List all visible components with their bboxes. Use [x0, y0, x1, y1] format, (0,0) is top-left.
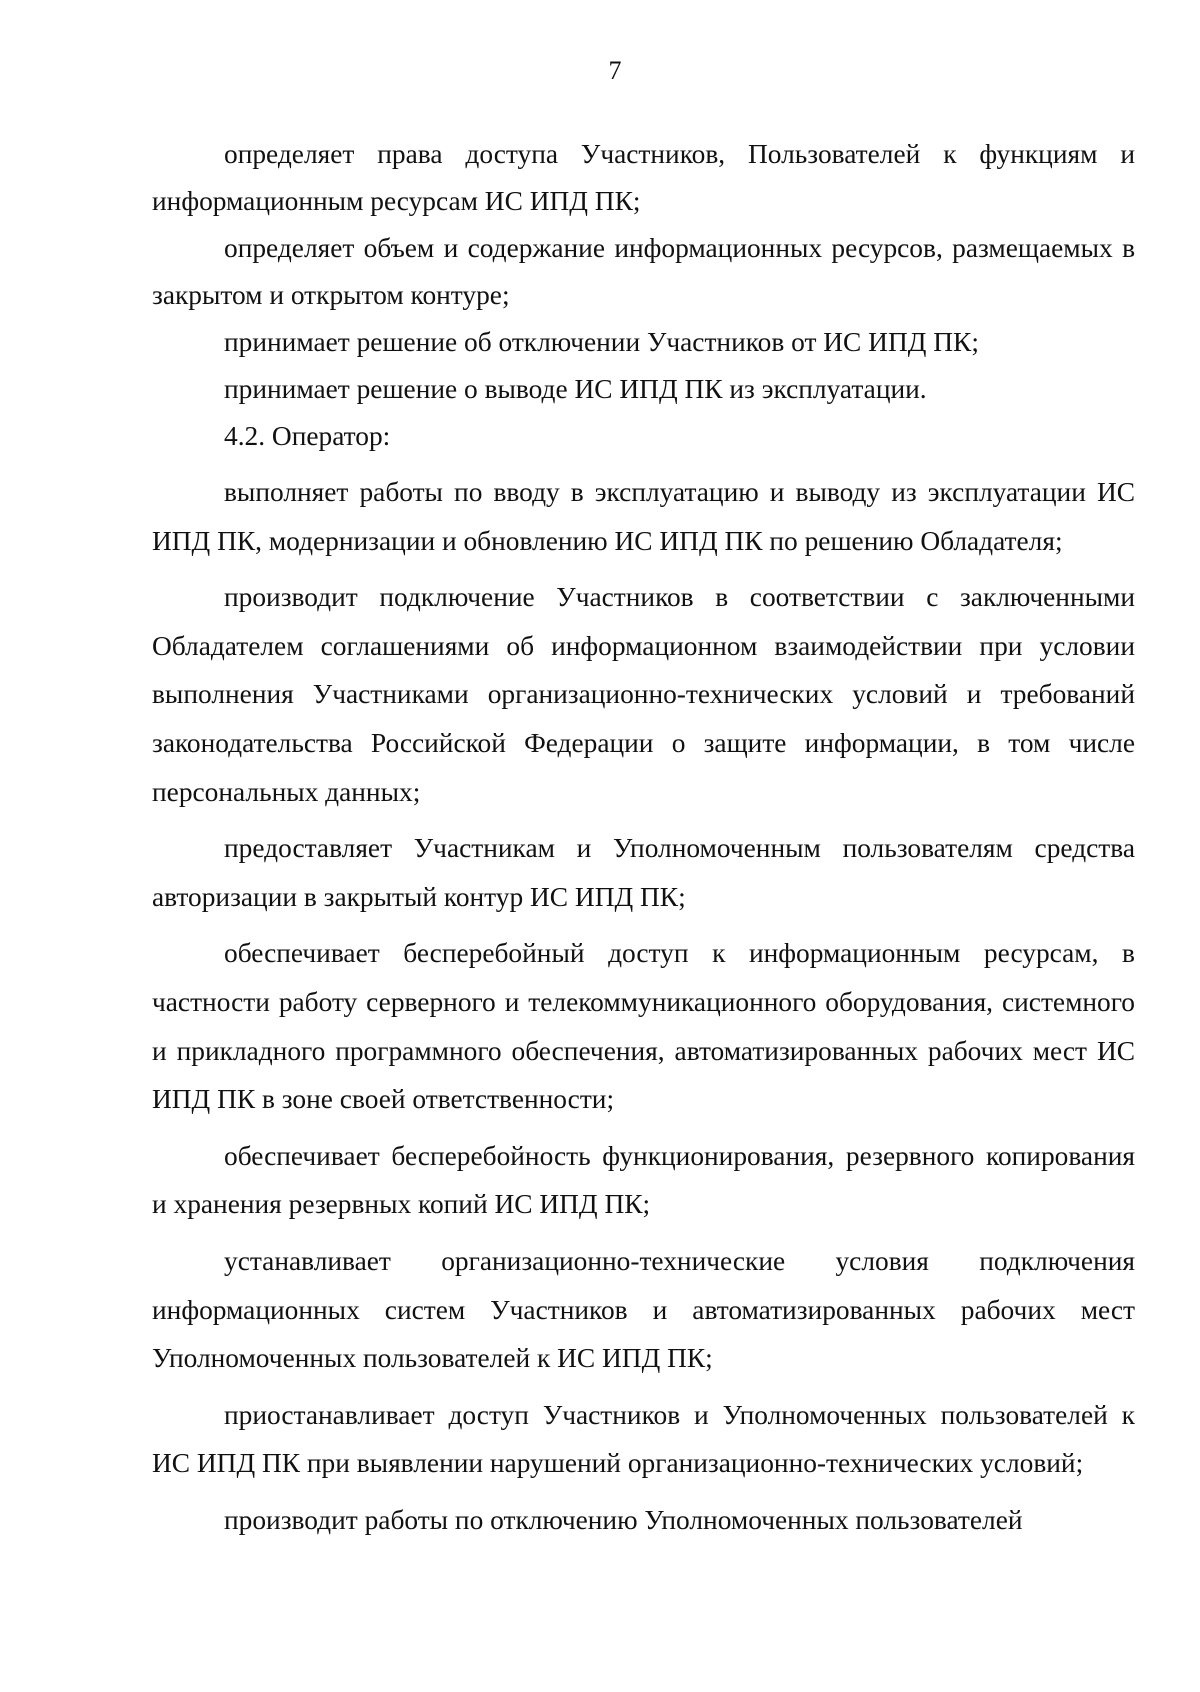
section-heading-operator: 4.2. Оператор: — [224, 421, 391, 451]
page-number: 7 — [608, 56, 622, 85]
paragraph-operator-disconnection: производит работы по отключению Уполномоченных пользователей — [224, 1504, 1023, 1535]
paragraph-access-rights: определяет права доступа Участников, Пользователей к функциям и информационным ресурсам ИС ИПД ПК; — [152, 139, 1135, 216]
paragraph-disconnect-decision: принимает решение об отключении Участников от ИС ИПД ПК; — [224, 327, 979, 357]
paragraph-operator-authorization: предоставляет Участникам и Уполномоченным пользователям средства авторизации в закрытый контур ИС ИПД ПК; — [152, 833, 1135, 912]
paragraph-operator-suspension: приостанавливает доступ Участников и Уполномоченных пользователей к ИС ИПД ПК при выявлении нарушений организационно-технических условий; — [152, 1399, 1135, 1479]
paragraph-resources-volume: определяет объем и содержание информационных ресурсов, размещаемых в закрытом и открытом контуре; — [152, 233, 1135, 310]
document-body — [152, 131, 1135, 1544]
paragraph-operator-backup: обеспечивает бесперебойность функционирования, резервного копирования и хранения резервных копий ИС ИПД ПК; — [152, 1140, 1135, 1220]
paragraph-operator-connection: производит подключение Участников в соответствии с заключенными Обладателем соглашениями об информационном взаимодействии при условии выполнения Участниками организационно-технических условий и требований законодательства Российской Федерации о защите информации, в том числе персональных данных; — [152, 582, 1135, 807]
paragraph-operator-commissioning: выполняет работы по вводу в эксплуатацию и выводу из эксплуатации ИС ИПД ПК, модернизации и обновлению ИС ИПД ПК по решению Обладателя; — [152, 477, 1135, 556]
paragraph-operator-uninterrupted-access: обеспечивает бесперебойный доступ к информационным ресурсам, в частности работу серверного и телекоммуникационного оборудования, системного и прикладного программного обеспечения, автоматизированных рабочих мест ИС ИПД ПК в зоне своей ответственности; — [152, 938, 1135, 1115]
paragraph-operator-conditions: устанавливает организационно-технические условия подключения информационных систем Участников и автоматизированных рабочих мест Уполномоченных пользователей к ИС ИПД ПК; — [152, 1245, 1135, 1374]
paragraph-decommission-decision: принимает решение о выводе ИС ИПД ПК из эксплуатации. — [224, 374, 927, 404]
